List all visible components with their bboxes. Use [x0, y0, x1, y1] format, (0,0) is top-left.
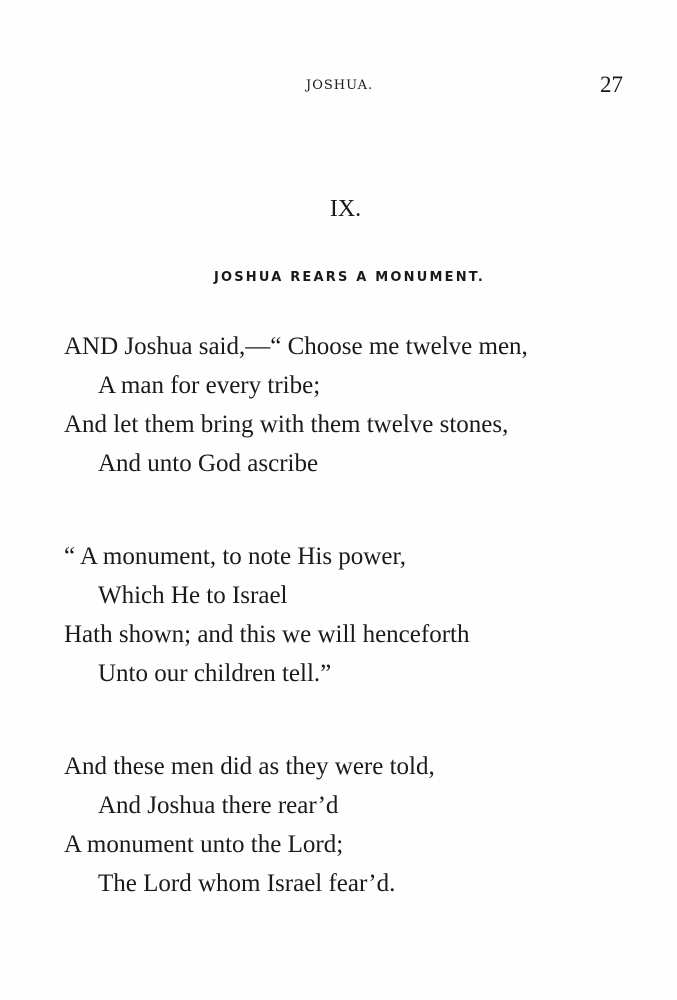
poem-line: A monument unto the Lord; — [64, 831, 344, 858]
poem-line: And Joshua there rear’d — [98, 792, 339, 819]
poem-line: Hath shown; and this we will henceforth — [64, 621, 470, 648]
poem-line: Which He to Israel — [98, 582, 288, 609]
chapter-number: IX. — [329, 196, 362, 222]
chapter-title: JOSHUA REARS A MONUMENT. — [213, 270, 486, 285]
stanza-2 — [64, 537, 654, 693]
poem — [64, 327, 654, 957]
poem-line: AND Joshua said,—“ Choose me twelve men, — [64, 333, 528, 360]
poem-line: A man for every tribe; — [98, 372, 321, 399]
page-number: 27 — [600, 72, 623, 97]
stanza-1 — [64, 327, 654, 483]
poem-line: Unto our children tell.” — [98, 660, 332, 687]
poem-line: “ A monument, to note His power, — [64, 543, 407, 570]
running-title: JOSHUA. — [306, 78, 374, 93]
poem-line: And these men did as they were told, — [64, 753, 435, 780]
running-header — [0, 72, 677, 102]
poem-line: The Lord whom Israel fear’d. — [98, 870, 396, 897]
stanza-3 — [64, 747, 654, 903]
poem-line: And unto God ascribe — [98, 450, 319, 477]
poem-line: And let them bring with them twelve stones, — [64, 411, 509, 438]
